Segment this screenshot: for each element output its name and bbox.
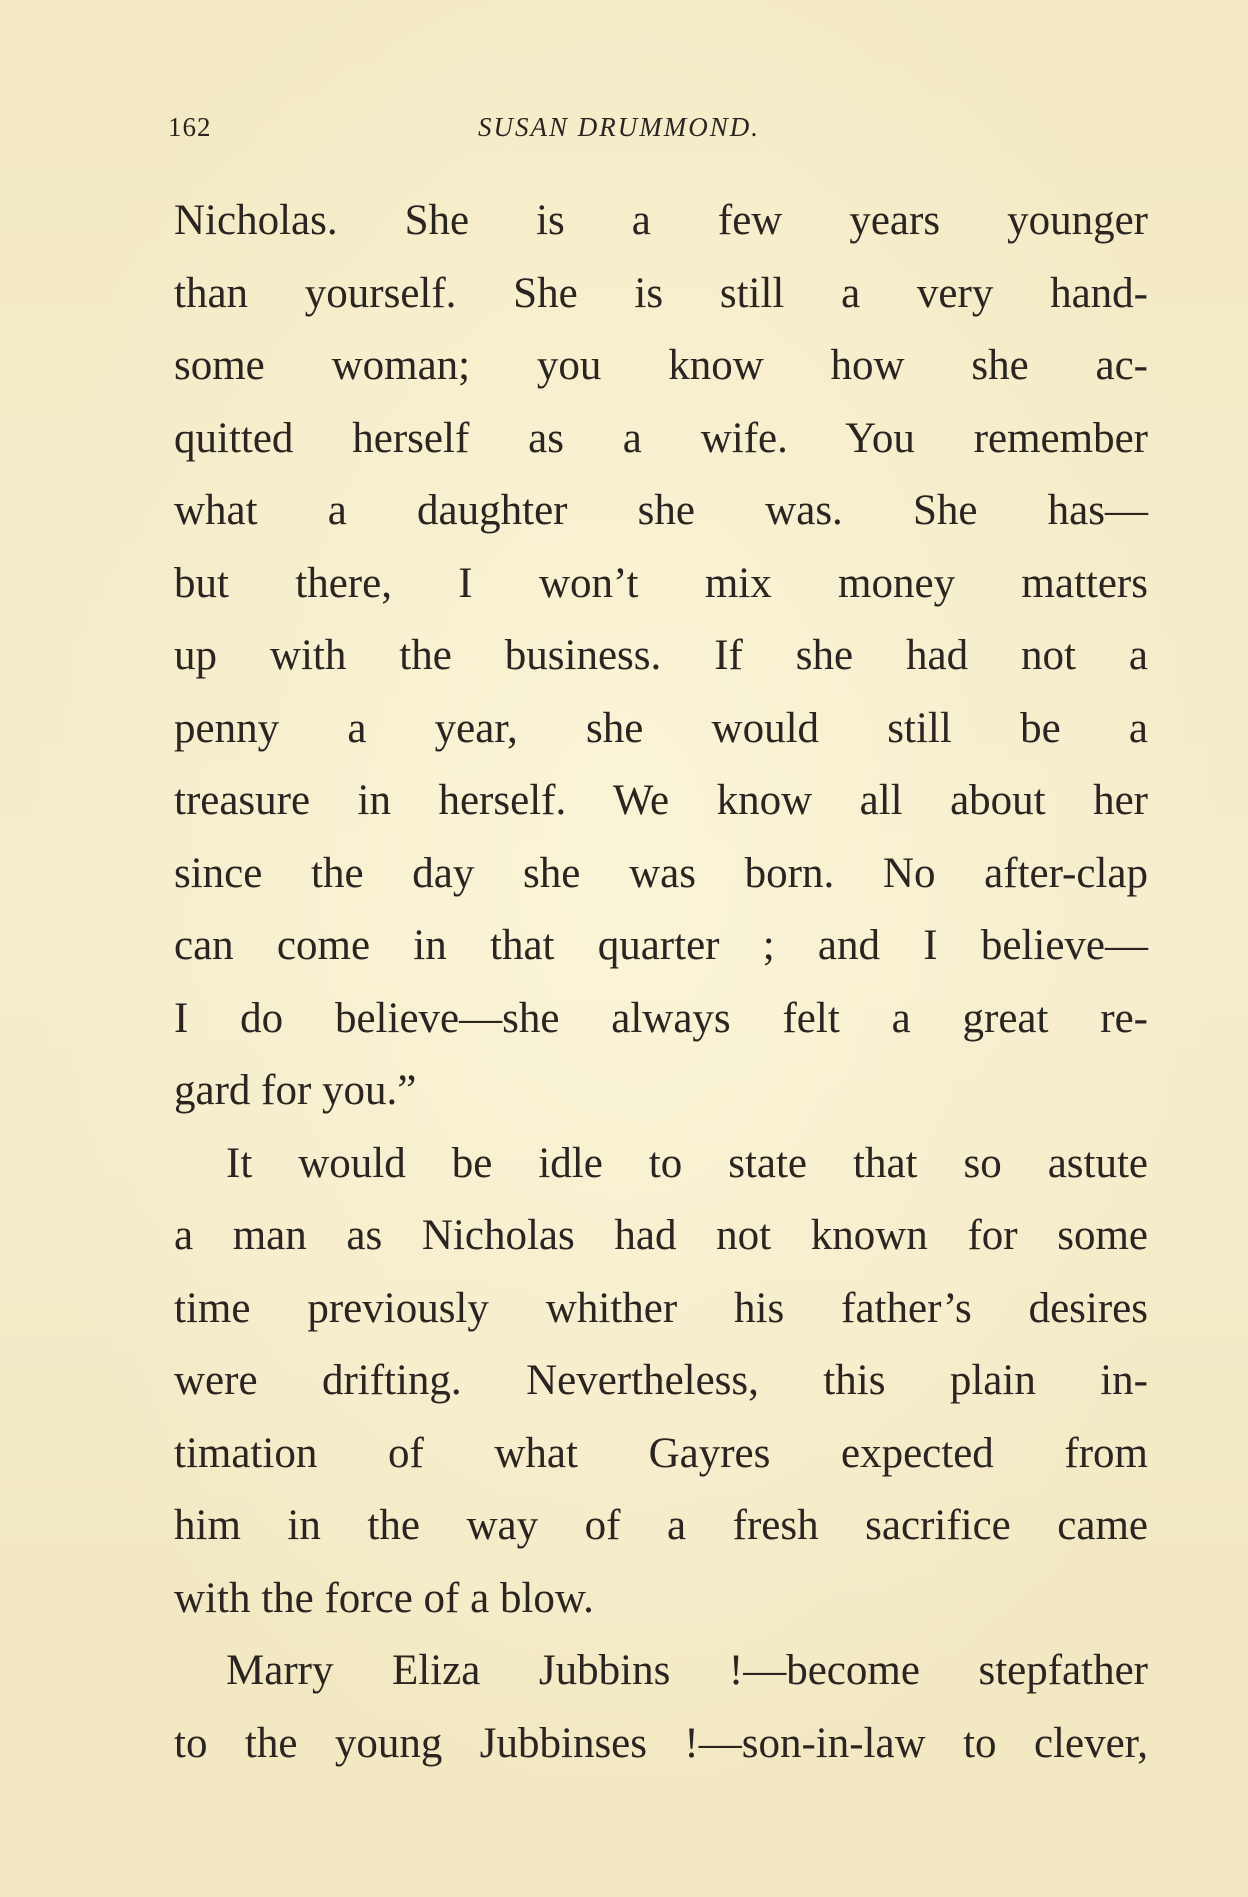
- text-line: with the force of a blow.: [174, 1574, 594, 1622]
- text-line: can come in that quarter ; and I believe—: [174, 922, 1148, 969]
- text-line: up with the business. If she had not a: [174, 632, 1148, 679]
- text-line: to the young Jubbinses !—son-in-law to clever,: [174, 1719, 1148, 1767]
- running-head: [168, 112, 1168, 152]
- body-text: [174, 196, 1148, 1791]
- text-line: time previously whither his father’s desires: [174, 1284, 1148, 1332]
- text-line: a man as Nicholas had not known for some: [174, 1212, 1148, 1259]
- text-line: It would be idle to state that so astute: [226, 1139, 1148, 1187]
- text-line: I do believe—she always felt a great re-: [174, 994, 1148, 1042]
- text-line: since the day she was born. No after-clap: [174, 849, 1148, 897]
- text-line: gard for you.”: [174, 1067, 417, 1114]
- text-line: were drifting. Nevertheless, this plain in-: [174, 1357, 1148, 1404]
- text-line: quitted herself as a wife. You remember: [174, 414, 1148, 462]
- text-line: him in the way of a fresh sacrifice came: [174, 1502, 1148, 1549]
- page-number: 162: [168, 112, 212, 142]
- text-line: timation of what Gayres expected from: [174, 1429, 1148, 1477]
- text-line: than yourself. She is still a very hand-: [174, 269, 1148, 317]
- text-line: penny a year, she would still be a: [174, 704, 1148, 752]
- text-line: what a daughter she was. She has—: [174, 487, 1148, 534]
- running-title: SUSAN DRUMMOND.: [478, 112, 760, 142]
- text-line: some woman; you know how she ac-: [174, 342, 1148, 389]
- text-line: but there, I won’t mix money matters: [174, 559, 1148, 607]
- text-line: Nicholas. She is a few years younger: [174, 197, 1148, 244]
- text-line: Marry Eliza Jubbins !—become stepfather: [226, 1647, 1148, 1694]
- text-line: treasure in herself. We know all about her: [174, 777, 1148, 824]
